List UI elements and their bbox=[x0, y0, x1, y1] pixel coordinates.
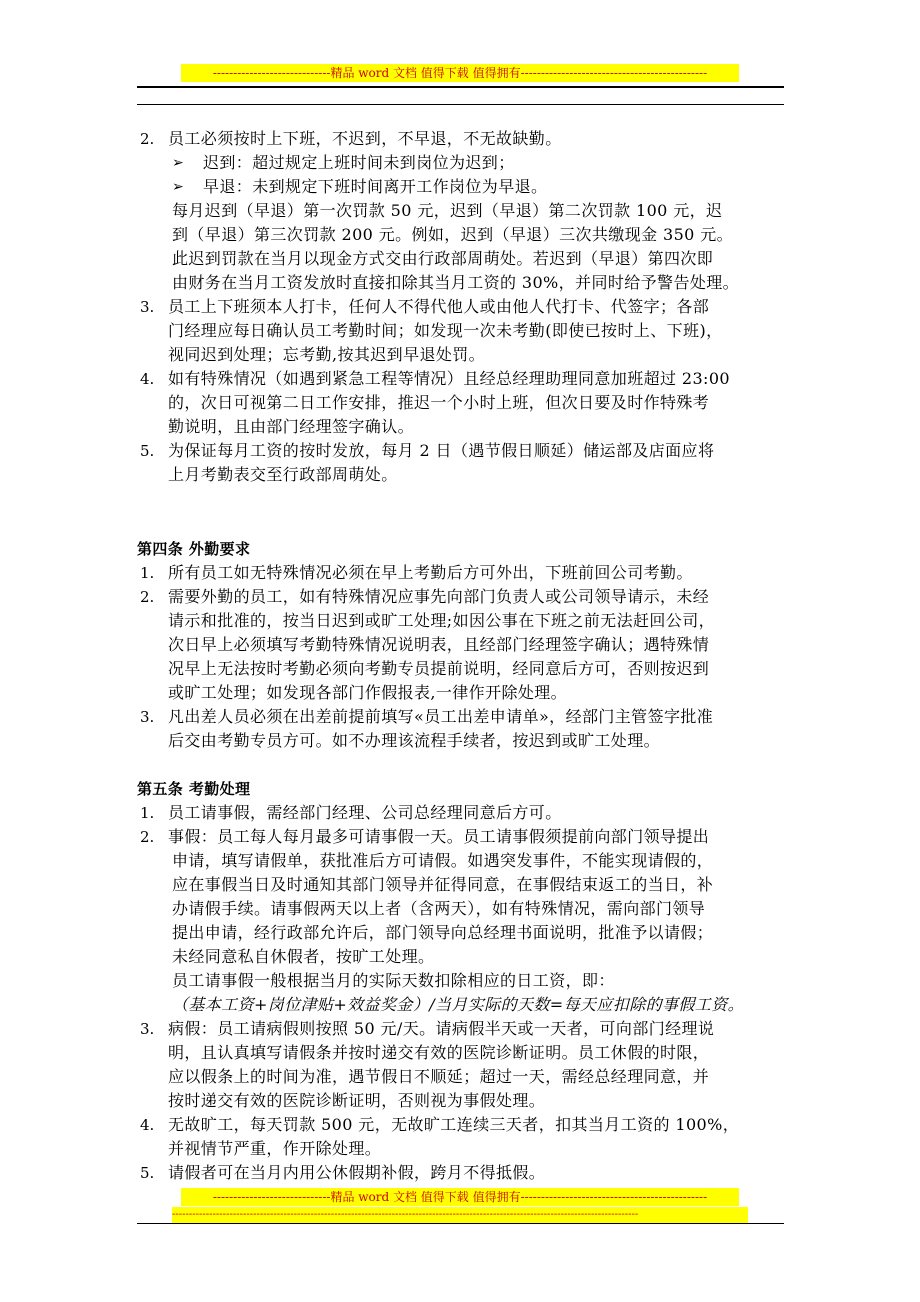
item-number: 2. bbox=[140, 130, 155, 148]
item-number: 1. bbox=[140, 564, 155, 582]
paragraph-line: 到（早退）第三次罚款 200 元。例如，迟到（早退）三次共缴现金 350 元。 bbox=[172, 225, 734, 244]
footer-banner: -----------------------------精品 word 文档 值得下载 值得拥有---------------------------------------------- bbox=[181, 1188, 739, 1206]
footer-rule bbox=[137, 1223, 784, 1224]
paragraph-line: 申请，填写请假单，获批准后方可请假。如遇突发事件，不能实现请假的， bbox=[172, 851, 714, 870]
paragraph-line: 事假：员工每人每月最多可请事假一天。员工请事假须提前向部门领导提出 bbox=[168, 827, 710, 846]
paragraph-line: 为保证每月工资的按时发放，每月 2 日（遇节假日顺延）储运部及店面应将 bbox=[168, 441, 715, 460]
item-number: 4. bbox=[140, 1116, 155, 1134]
formula-line: （基本工资+岗位津贴+效益奖金）/当月实际的天数=每天应扣除的事假工资。 bbox=[172, 995, 745, 1014]
paragraph-line: 应在事假当日及时通知其部门领导并征得同意，在事假结束返工的当日，补 bbox=[172, 875, 714, 894]
paragraph-line: 办请假手续。请事假两天以上者（含两天），如有特殊情况，需向部门领导 bbox=[172, 899, 706, 918]
section-heading: 第五条 考勤处理 bbox=[137, 780, 251, 798]
paragraph-line: 后交由考勤专员方可。如不办理该流程手续者，按迟到或旷工处理。 bbox=[168, 731, 661, 750]
footer-banner-dashes: ------------------------------------------------------------------------------------------------------------------------------------------ bbox=[172, 1207, 748, 1223]
paragraph-line: 上月考勤表交至行政部周萌处。 bbox=[168, 465, 398, 484]
item-number: 2. bbox=[140, 588, 155, 606]
paragraph-line: 如有特殊情况（如遇到紧急工程等情况）且经总经理助理同意加班超过 23:00 bbox=[168, 369, 730, 388]
paragraph-line: 按时递交有效的医院诊断证明，否则视为事假处理。 bbox=[168, 1091, 546, 1110]
item-number: 2. bbox=[140, 828, 155, 846]
paragraph-line: 请假者可在当月内用公休假期补假，跨月不得抵假。 bbox=[168, 1163, 546, 1182]
header-banner: -----------------------------精品 word 文档 值得下载 值得拥有---------------------------------------------- bbox=[181, 64, 739, 82]
section-heading: 第四条 外勤要求 bbox=[137, 540, 251, 558]
arrow-bullet-icon: ➢ bbox=[172, 155, 184, 171]
paragraph-line: 迟到：超过规定上班时间未到岗位为迟到； bbox=[203, 153, 515, 172]
paragraph-line: 每月迟到（早退）第一次罚款 50 元，迟到（早退）第二次罚款 100 元，迟 bbox=[172, 201, 723, 220]
paragraph-line: 病假：员工请病假则按照 50 元/天。请病假半天或一天者，可向部门经理说 bbox=[168, 1019, 715, 1038]
paragraph-line: 请示和批准的，按当日迟到或旷工处理;如因公事在下班之前无法赶回公司， bbox=[168, 611, 715, 630]
paragraph-line: 员工请事假一般根据当月的实际天数扣除相应的日工资，即： bbox=[172, 971, 615, 990]
paragraph-line: 并视情节严重，作开除处理。 bbox=[168, 1139, 382, 1158]
paragraph-line: 的，次日可视第二日工作安排，推迟一个小时上班，但次日要及时作特殊考 bbox=[168, 393, 710, 412]
item-number: 1. bbox=[140, 804, 155, 822]
paragraph-line: 员工请事假，需经部门经理、公司总经理同意后方可。 bbox=[168, 803, 562, 822]
paragraph-line: 员工上下班须本人打卡，任何人不得代他人或由他人代打卡、代签字；各部 bbox=[168, 297, 710, 316]
paragraph-line: 提出申请，经行政部允许后，部门领导向总经理书面说明，批准予以请假； bbox=[172, 923, 714, 942]
arrow-bullet-icon: ➢ bbox=[172, 179, 184, 195]
paragraph-line: 所有员工如无特殊情况必须在早上考勤后方可外出，下班前回公司考勤。 bbox=[168, 563, 693, 582]
paragraph-line: 此迟到罚款在当月以现金方式交由行政部周萌处。若迟到（早退）第四次即 bbox=[172, 249, 714, 268]
paragraph-line: 明，且认真填写请假条并按时递交有效的医院诊断证明。员工休假的时限， bbox=[168, 1043, 710, 1062]
paragraph-line: 勤说明，且由部门经理签字确认。 bbox=[168, 417, 415, 436]
paragraph-line: 员工必须按时上下班，不迟到，不早退，不无故缺勤。 bbox=[168, 129, 562, 148]
paragraph-line: 况早上无法按时考勤必须向考勤专员提前说明，经同意后方可，否则按迟到 bbox=[168, 659, 710, 678]
item-number: 5. bbox=[140, 1164, 155, 1182]
paragraph-line: 未经同意私自休假者，按旷工处理。 bbox=[172, 947, 435, 966]
paragraph-line: 应以假条上的时间为准，遇节假日不顺延；超过一天，需经总经理同意，并 bbox=[168, 1067, 710, 1086]
paragraph-line: 视同迟到处理；忘考勤,按其迟到早退处罚。 bbox=[168, 345, 486, 364]
paragraph-line: 早退：未到规定下班时间离开工作岗位为早退。 bbox=[203, 177, 548, 196]
paragraph-line: 次日早上必须填写考勤特殊情况说明表，且经部门经理签字确认；遇特殊情 bbox=[168, 635, 710, 654]
paragraph-line: 无故旷工，每天罚款 500 元，无故旷工连续三天者，扣其当月工资的 100%， bbox=[168, 1115, 740, 1134]
item-number: 4. bbox=[140, 370, 155, 388]
item-number: 3. bbox=[140, 708, 155, 726]
item-number: 3. bbox=[140, 298, 155, 316]
header-rule-thin bbox=[137, 104, 784, 105]
paragraph-line: 需要外勤的员工，如有特殊情况应事先向部门负责人或公司领导请示，未经 bbox=[168, 587, 710, 606]
header-rule-thick bbox=[137, 86, 784, 88]
item-number: 3. bbox=[140, 1020, 155, 1038]
paragraph-line: 由财务在当月工资发放时直接扣除其当月工资的 30%，并同时给予警告处理。 bbox=[172, 273, 740, 292]
paragraph-line: 凡出差人员必须在出差前提前填写«员工出差申请单»，经部门主管签字批准 bbox=[168, 707, 714, 726]
paragraph-line: 门经理应每日确认员工考勤时间；如发现一次未考勤(即使已按时上、下班)， bbox=[168, 321, 723, 340]
item-number: 5. bbox=[140, 442, 155, 460]
paragraph-line: 或旷工处理；如发现各部门作假报表,一律作开除处理。 bbox=[168, 683, 568, 702]
